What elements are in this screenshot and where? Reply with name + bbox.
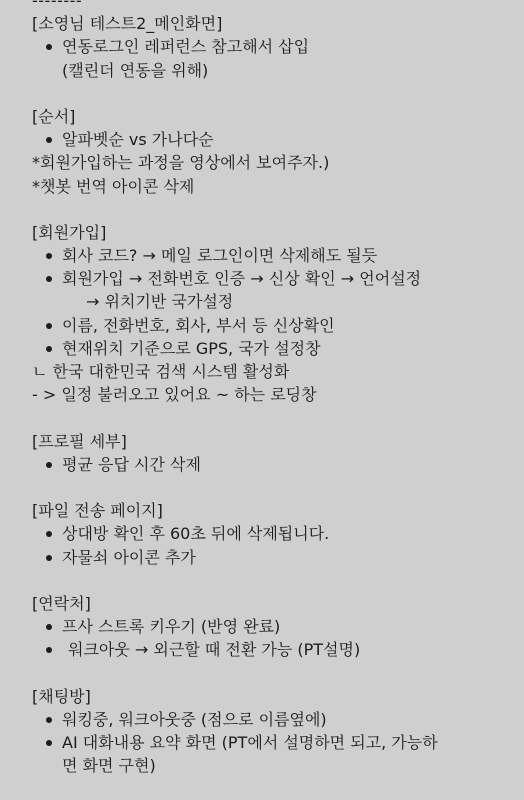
section-heading: [순서] <box>32 106 76 126</box>
list-item-text: 알파벳순 vs 가나다순 <box>62 130 214 150</box>
section-heading: [채팅방] <box>32 686 91 706</box>
note-line: ㄴ 한국 대한민국 검색 시스템 활성화 <box>32 362 290 381</box>
list-item-text: 프사 스트록 키우기 (반영 완료) <box>62 617 281 637</box>
list-item-text: 워크아웃 → 외근할 때 전환 가능 (PT설명) <box>68 640 361 660</box>
section-heading: [프로필 세부] <box>32 431 127 451</box>
note-line: *챗봇 번역 아이콘 삭제 <box>32 176 195 196</box>
separator-line: -------- <box>32 0 83 10</box>
list-item-text: 자물쇠 아이콘 추가 <box>62 547 196 567</box>
list-item <box>32 708 510 731</box>
list-item-text: 워킹중, 워크아웃중 (점으로 이름옆에) <box>62 709 327 729</box>
list-item-text: 상대방 확인 후 60초 뒤에 삭제됩니다. <box>62 524 330 544</box>
list-item <box>32 638 510 661</box>
section-chat-room <box>32 685 510 778</box>
note-line: *회원가입하는 과정을 영상에서 보여주자.) <box>32 153 330 173</box>
list-item <box>32 314 510 337</box>
list-item-text: 회사 코드? → 메일 로그인이면 삭제해도 될듯 <box>62 246 378 266</box>
list-item <box>32 337 510 360</box>
list-item <box>32 453 510 476</box>
list-item-text: 연동로그인 레퍼런스 참고해서 삽입 <box>62 37 310 57</box>
section-file-transfer <box>32 499 510 569</box>
list-item-text: 평균 응답 시간 삭제 <box>62 454 201 474</box>
blank-line <box>32 82 510 105</box>
list-item <box>32 546 510 569</box>
blank-line <box>32 406 510 429</box>
list-item <box>32 522 510 545</box>
list-item <box>32 244 510 267</box>
note-line: - > 일정 불러오고 있어요 ~ 하는 로딩창 <box>32 385 317 405</box>
list-item <box>32 731 510 754</box>
list-item-continuation: → 위치기반 국가설정 <box>86 292 234 312</box>
section-order <box>32 105 510 198</box>
section-heading: [연락처] <box>32 593 91 613</box>
section-signup <box>32 221 510 407</box>
list-item-continuation: (캘린더 연동을 위해) <box>62 60 209 80</box>
blank-line <box>32 476 510 499</box>
list-item-text: 현재위치 기준으로 GPS, 국가 설정창 <box>62 338 321 358</box>
section-profile <box>32 430 510 476</box>
section-heading: [회원가입] <box>32 222 107 242</box>
list-item <box>32 615 510 638</box>
list-item <box>32 128 510 151</box>
blank-line <box>32 661 510 684</box>
list-item-text: 이름, 전화번호, 회사, 부서 등 신상확인 <box>62 315 335 335</box>
section-heading: [파일 전송 페이지] <box>32 501 163 521</box>
section-main-screen <box>32 12 510 82</box>
blank-line <box>32 569 510 592</box>
blank-line <box>32 198 510 221</box>
list-item-text: 회원가입 → 전화번호 인증 → 신상 확인 → 언어설정 <box>62 269 422 289</box>
list-item-text: AI 대화내용 요약 화면 (PT에서 설명하면 되고, 가능하 <box>62 733 438 752</box>
section-heading: [소영님 테스트2_메인화면] <box>32 14 223 34</box>
list-item-continuation: 면 화면 구현) <box>62 756 156 776</box>
list-item <box>32 267 510 290</box>
list-item <box>32 35 510 58</box>
section-contacts <box>32 592 510 662</box>
